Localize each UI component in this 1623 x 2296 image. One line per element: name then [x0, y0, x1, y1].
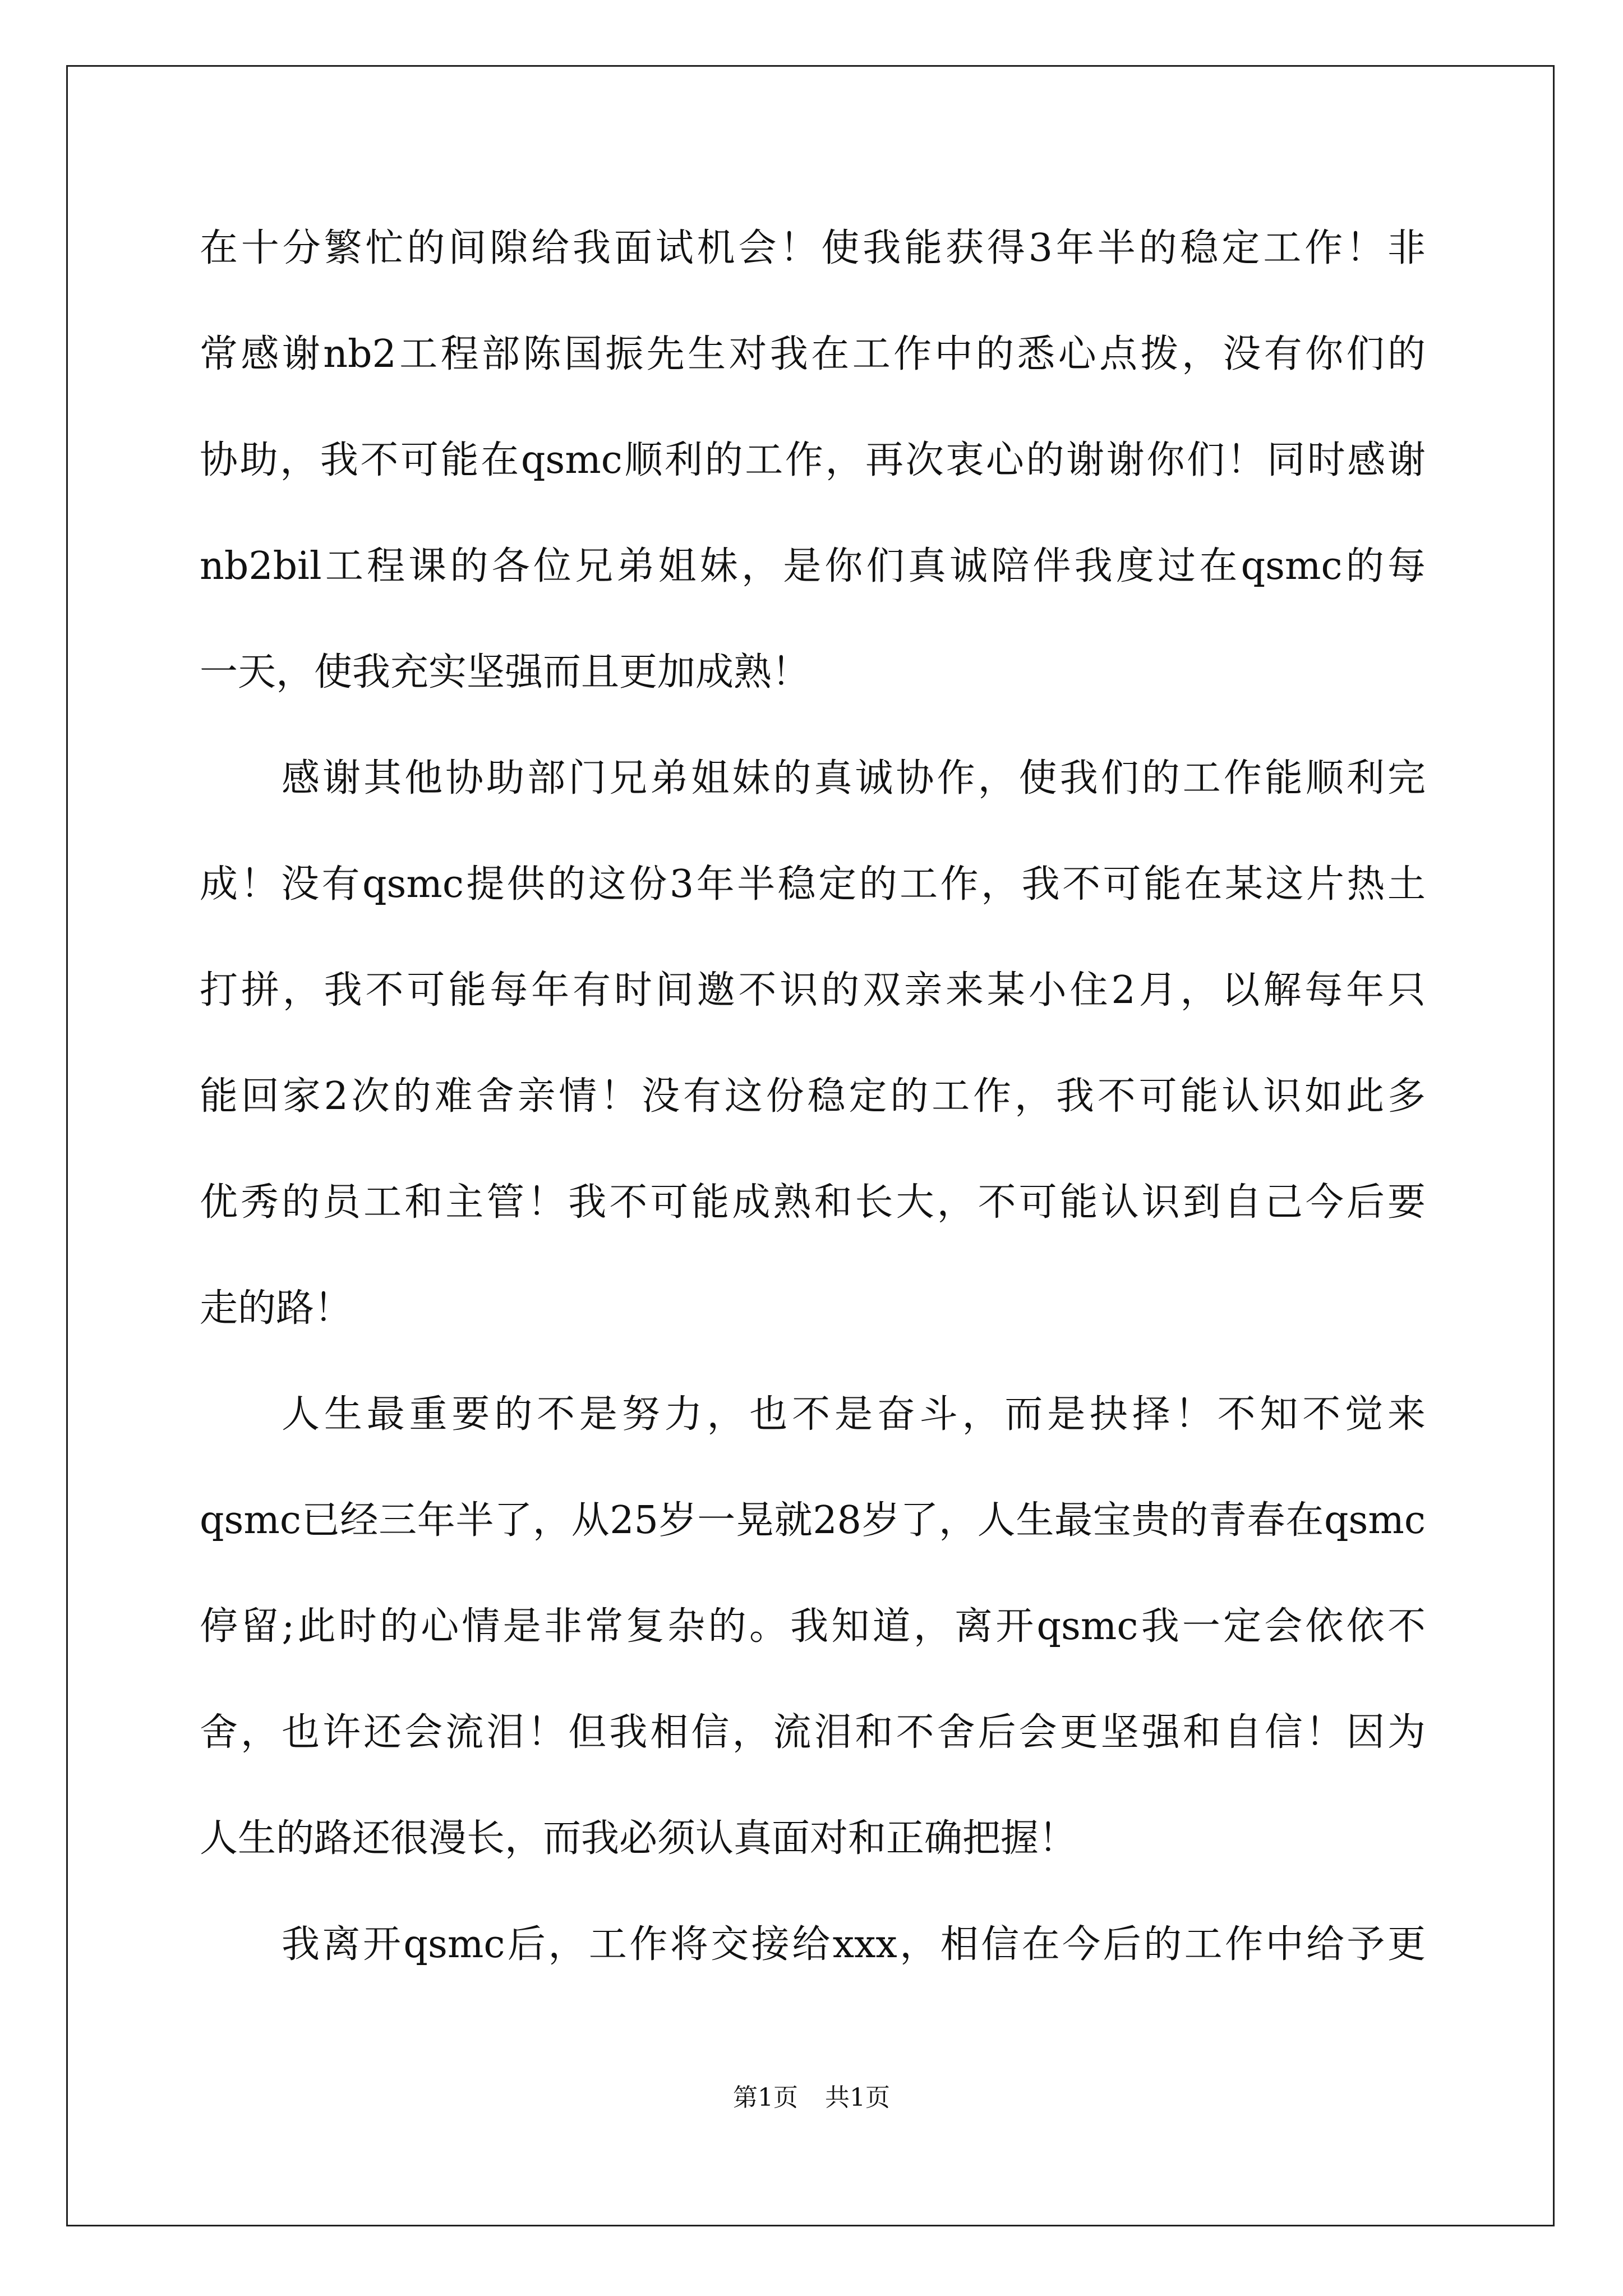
text-line: 成！没有qsmc提供的这份3年半稳定的工作，我不可能在某这片热土: [200, 862, 1426, 907]
text-line: 人生的路还很漫长，而我必须认真面对和正确把握！: [200, 1816, 1077, 1861]
text-line: 走的路！: [200, 1286, 353, 1331]
text-line: 打拼，我不可能每年有时间邀不识的双亲来某小住2月，以解每年只: [200, 968, 1426, 1013]
text-line: 优秀的员工和主管！我不可能成熟和长大，不可能认识到自己今后要: [200, 1180, 1426, 1225]
page-number-total: 共1页: [825, 2083, 890, 2112]
text-line: 在十分繁忙的间隙给我面试机会！使我能获得3年半的稳定工作！非: [200, 226, 1426, 270]
text-line: qsmc已经三年半了，从25岁一晃就28岁了，人生最宝贵的青春在qsmc: [200, 1498, 1426, 1543]
page-number-current: 第1页: [733, 2083, 798, 2112]
page-footer: [0, 2081, 1623, 2115]
text-line: 舍，也许还会流泪！但我相信，流泪和不舍后会更坚强和自信！因为: [200, 1710, 1426, 1755]
text-line: 协助，我不可能在qsmc顺利的工作，再次衷心的谢谢你们！同时感谢: [200, 438, 1426, 482]
document-body: [200, 215, 1426, 2017]
text-line: 一天，使我充实坚强而且更加成熟！: [200, 650, 810, 694]
text-line: 人生最重要的不是努力，也不是奋斗，而是抉择！不知不觉来: [282, 1392, 1426, 1437]
text-line: 感谢其他协助部门兄弟姐妹的真诚协作，使我们的工作能顺利完: [282, 756, 1426, 800]
text-line: 我离开qsmc后，工作将交接给xxx，相信在今后的工作中给予更: [282, 1922, 1426, 1967]
text-line: nb2bil工程课的各位兄弟姐妹，是你们真诚陪伴我度过在qsmc的每: [200, 544, 1426, 588]
text-line: 常感谢nb2工程部陈国振先生对我在工作中的悉心点拨，没有你们的: [200, 332, 1426, 376]
text-line: 停留;此时的心情是非常复杂的。我知道，离开qsmc我一定会依依不: [200, 1604, 1426, 1649]
text-line: 能回家2次的难舍亲情！没有这份稳定的工作，我不可能认识如此多: [200, 1074, 1426, 1119]
